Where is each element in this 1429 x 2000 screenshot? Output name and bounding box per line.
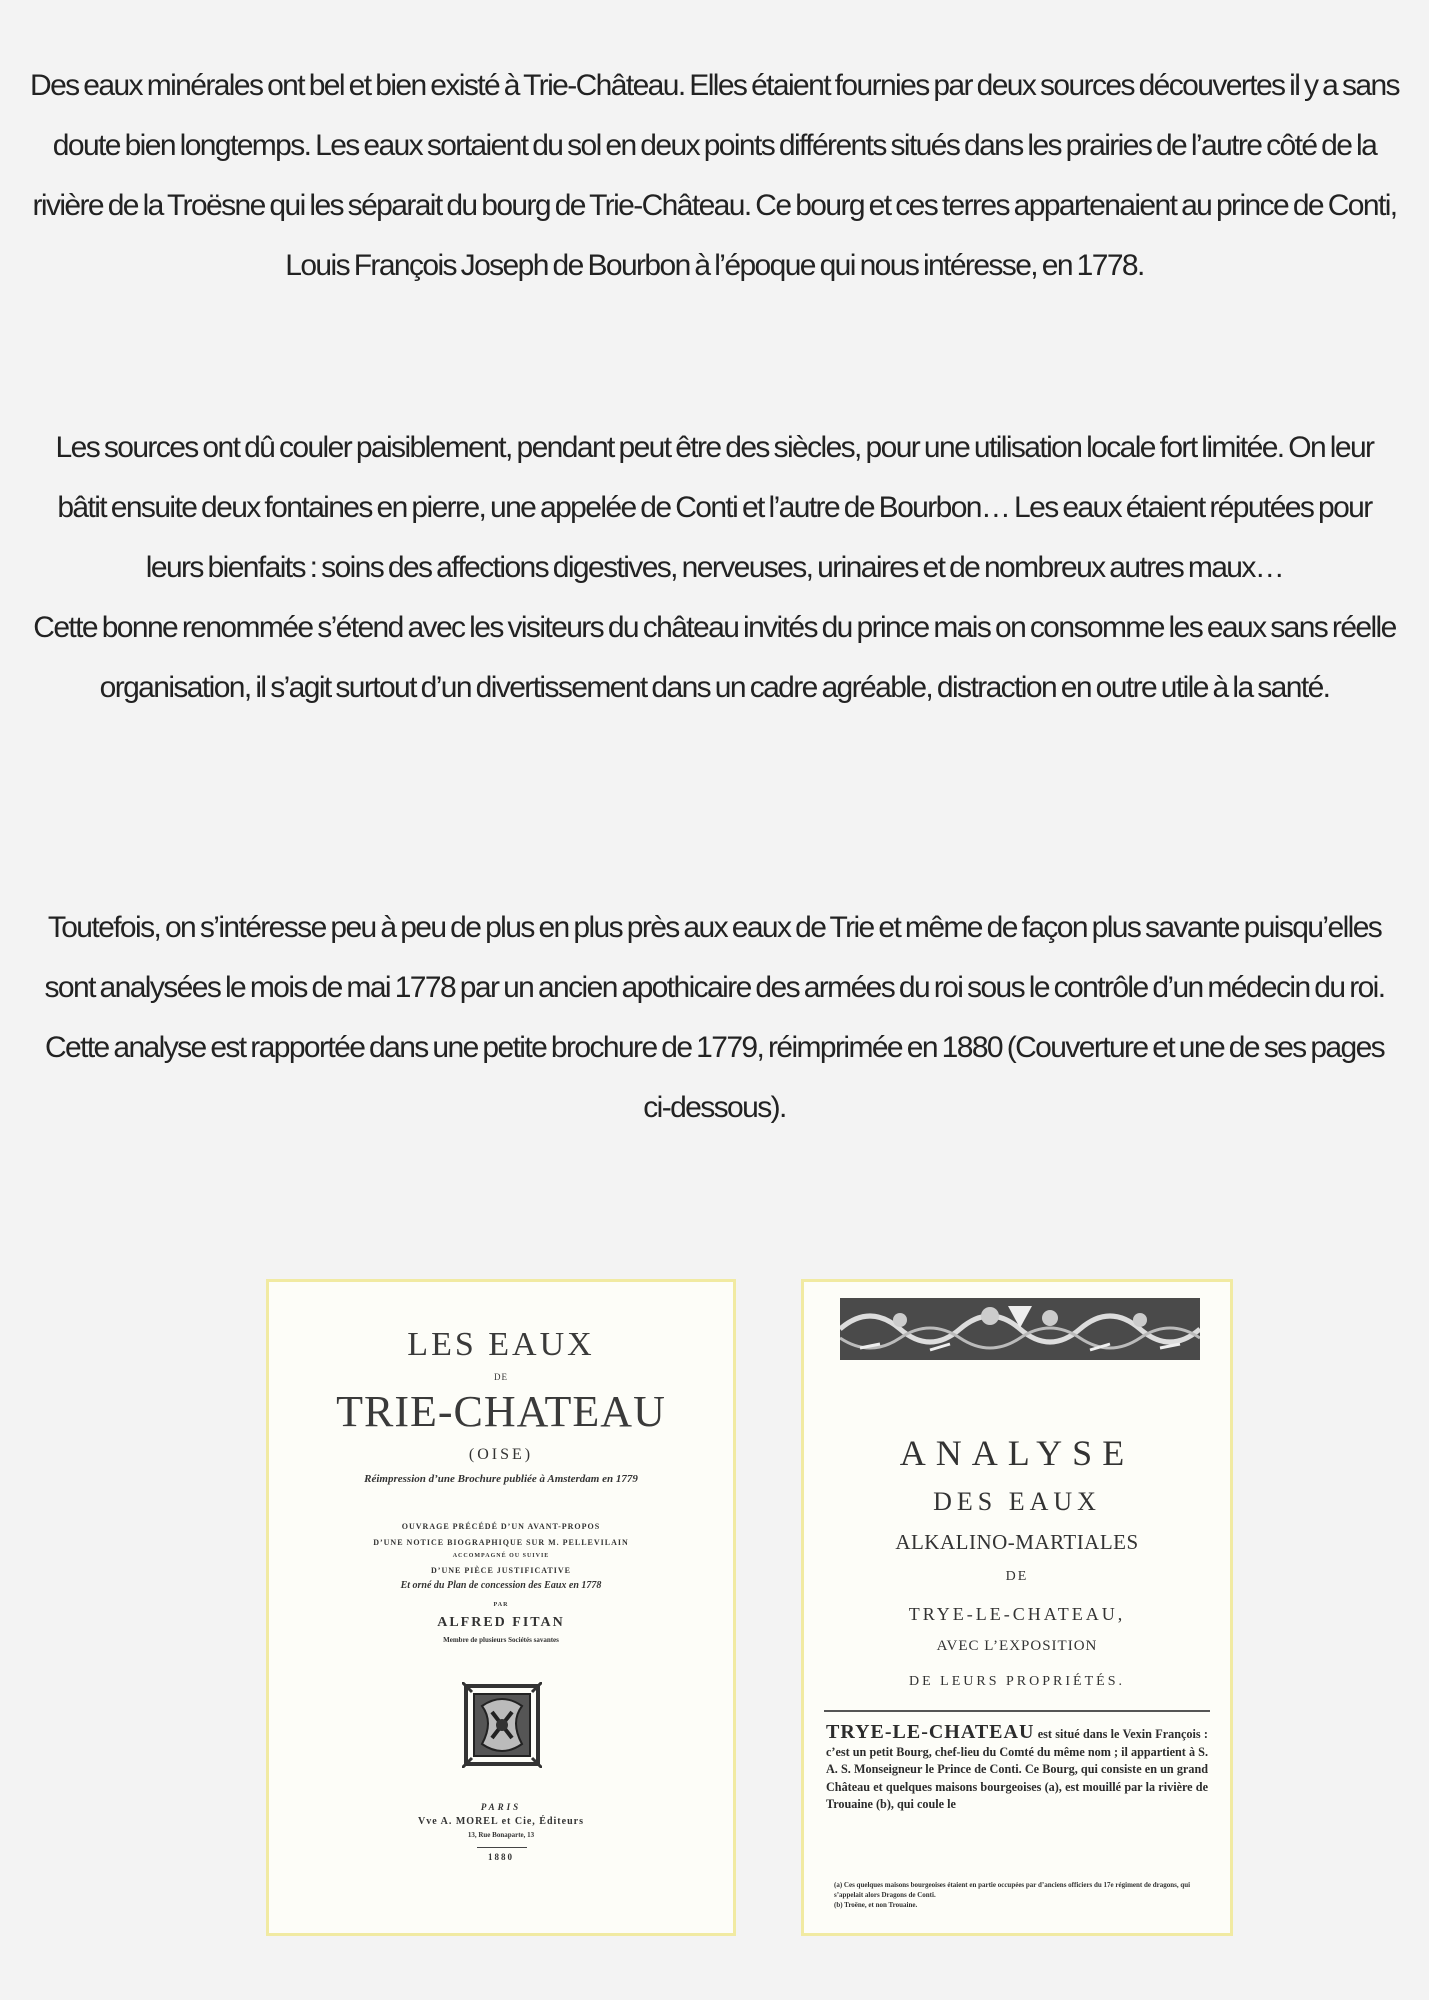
cover-plan-note: Et orné du Plan de concession des Eaux en 1778 [400, 1580, 602, 1591]
cover-author: ALFRED FITAN [437, 1615, 565, 1630]
brochure-page-image [801, 1279, 1233, 1936]
paragraph-2 [30, 418, 1399, 718]
cover-preface-line: OUVRAGE PRÉCÉDÉ D’UN AVANT-PROPOS [401, 1522, 601, 1531]
page-footnotes [834, 1880, 1208, 1910]
cover-author-title: Membre de plusieurs Sociétés savantes [443, 1636, 559, 1644]
paragraph-text: Les sources ont dû couler paisiblement, pendant peut être des siècles, pour une utilisation locale fort limitée. On leur bâtit ensuite deux fontaines en pierre, une appelée de Conti et l’autre de Bourbon… Les eaux étaient réputées pour leurs bienfaits : soins des affections digestives, nerveuses, urinaires et de nombreux autres maux… [55, 431, 1374, 584]
paragraph-3 [30, 898, 1399, 1138]
page-body-text [826, 1721, 1208, 1814]
cover-de: DE [494, 1372, 508, 1382]
brochure-cover-image [266, 1279, 736, 1936]
cover-city: PARIS [480, 1802, 522, 1812]
paragraph-text: Cette bonne renommée s’étend avec les visiteurs du château invités du prince mais on consomme les eaux sans réelle organisation, il s’agit surtout d’un divertissement dans un cadre agréable, distraction en outre utile à la santé. [33, 611, 1396, 704]
paragraph-text: Des eaux minérales ont bel et bien existé à Trie-Château. Elles étaient fournies par deux sources découvertes il y a sans doute bien longtemps. Les eaux sortaient du sol en deux points différents situés dans les prairies de l’autre côté de la rivière de la Troësne qui les séparait du bourg de Trie-Château. Ce bourg et ces terres appartenaient au prince de Conti, Louis François Joseph de Bourbon à l’époque qui nous intéresse, en 1778. [30, 69, 1399, 282]
cover-title-line1: LES EAUX [407, 1326, 595, 1363]
cover-preface-line: ACCOMPAGNÉ OU SUIVIE [452, 1553, 550, 1559]
paragraph-1 [30, 56, 1399, 296]
cover-year: 1880 [488, 1852, 514, 1862]
monogram-emblem-icon [462, 1682, 542, 1768]
page-body-content: est situé dans le Vexin François : c’est un petit Bourg, chef-lieu du Comté du même nom ; il appartient à S. A. S. Monseigneur le Prince de Conti. Ce Bourg, qui consiste en un grand Château et quelques maisons bourgeoises (a), est mouillé par la rivière de Trouaine (b), qui coule le [826, 1727, 1208, 1811]
cover-preface-line: D’UNE PIÈCE JUSTIFICATIVE [431, 1566, 571, 1575]
cover-title-line2: TRIE-CHATEAU [336, 1387, 666, 1436]
paragraph-text: Toutefois, on s’intéresse peu à peu de plus en plus près aux eaux de Trie et même de façon plus savante puisqu’elles sont analysées le mois de mai 1778 par un ancien apothicaire des armées du roi sous le contrôle d’un médecin du roi. [44, 911, 1385, 1004]
cover-par: PAR [493, 1602, 509, 1608]
cover-department: (OISE) [468, 1446, 534, 1463]
page-title: ANALYSE [899, 1433, 1135, 1473]
page-body-dropcap: TRYE-LE-CHATEAU [826, 1721, 1035, 1743]
page-exposition: AVEC L’EXPOSITION [936, 1638, 1098, 1654]
cover-reprint-note: Réimpression d’une Brochure publiée à Amsterdam en 1779 [364, 1473, 638, 1485]
page-de: DE [1005, 1569, 1029, 1584]
footnote: (a) Ces quelques maisons bourgeoises étaient en partie occupées par d’anciens officiers du 17e régiment de dragons, qui s’appelait alors Dragons de Conti. [834, 1881, 1191, 1899]
cover-publisher: Vve A. MOREL et Cie, Éditeurs [418, 1816, 584, 1827]
paragraph-text: Cette analyse est rapportée dans une petite brochure de 1779, réimprimée en 1880 (Couverture et une de ses pages ci-dessous). [44, 1031, 1385, 1124]
page-properties: DE LEURS PROPRIÉTÉS. [909, 1674, 1125, 1689]
page-place: TRYE-LE-CHATEAU, [908, 1604, 1126, 1624]
decorative-banner-icon [840, 1298, 1200, 1360]
footnote: (b) Troëne, et non Trouaine. [834, 1901, 918, 1909]
page-subtitle: DES EAUX [933, 1487, 1101, 1516]
page-rule [824, 1710, 1210, 1712]
cover-address: 13, Rue Bonaparte, 13 [467, 1831, 535, 1839]
page-water-type: ALKALINO-MARTIALES [895, 1530, 1139, 1554]
cover-preface-line: D’UNE NOTICE BIOGRAPHIQUE SUR M. PELLEVILAIN [373, 1538, 629, 1547]
cover-rule [477, 1847, 527, 1848]
